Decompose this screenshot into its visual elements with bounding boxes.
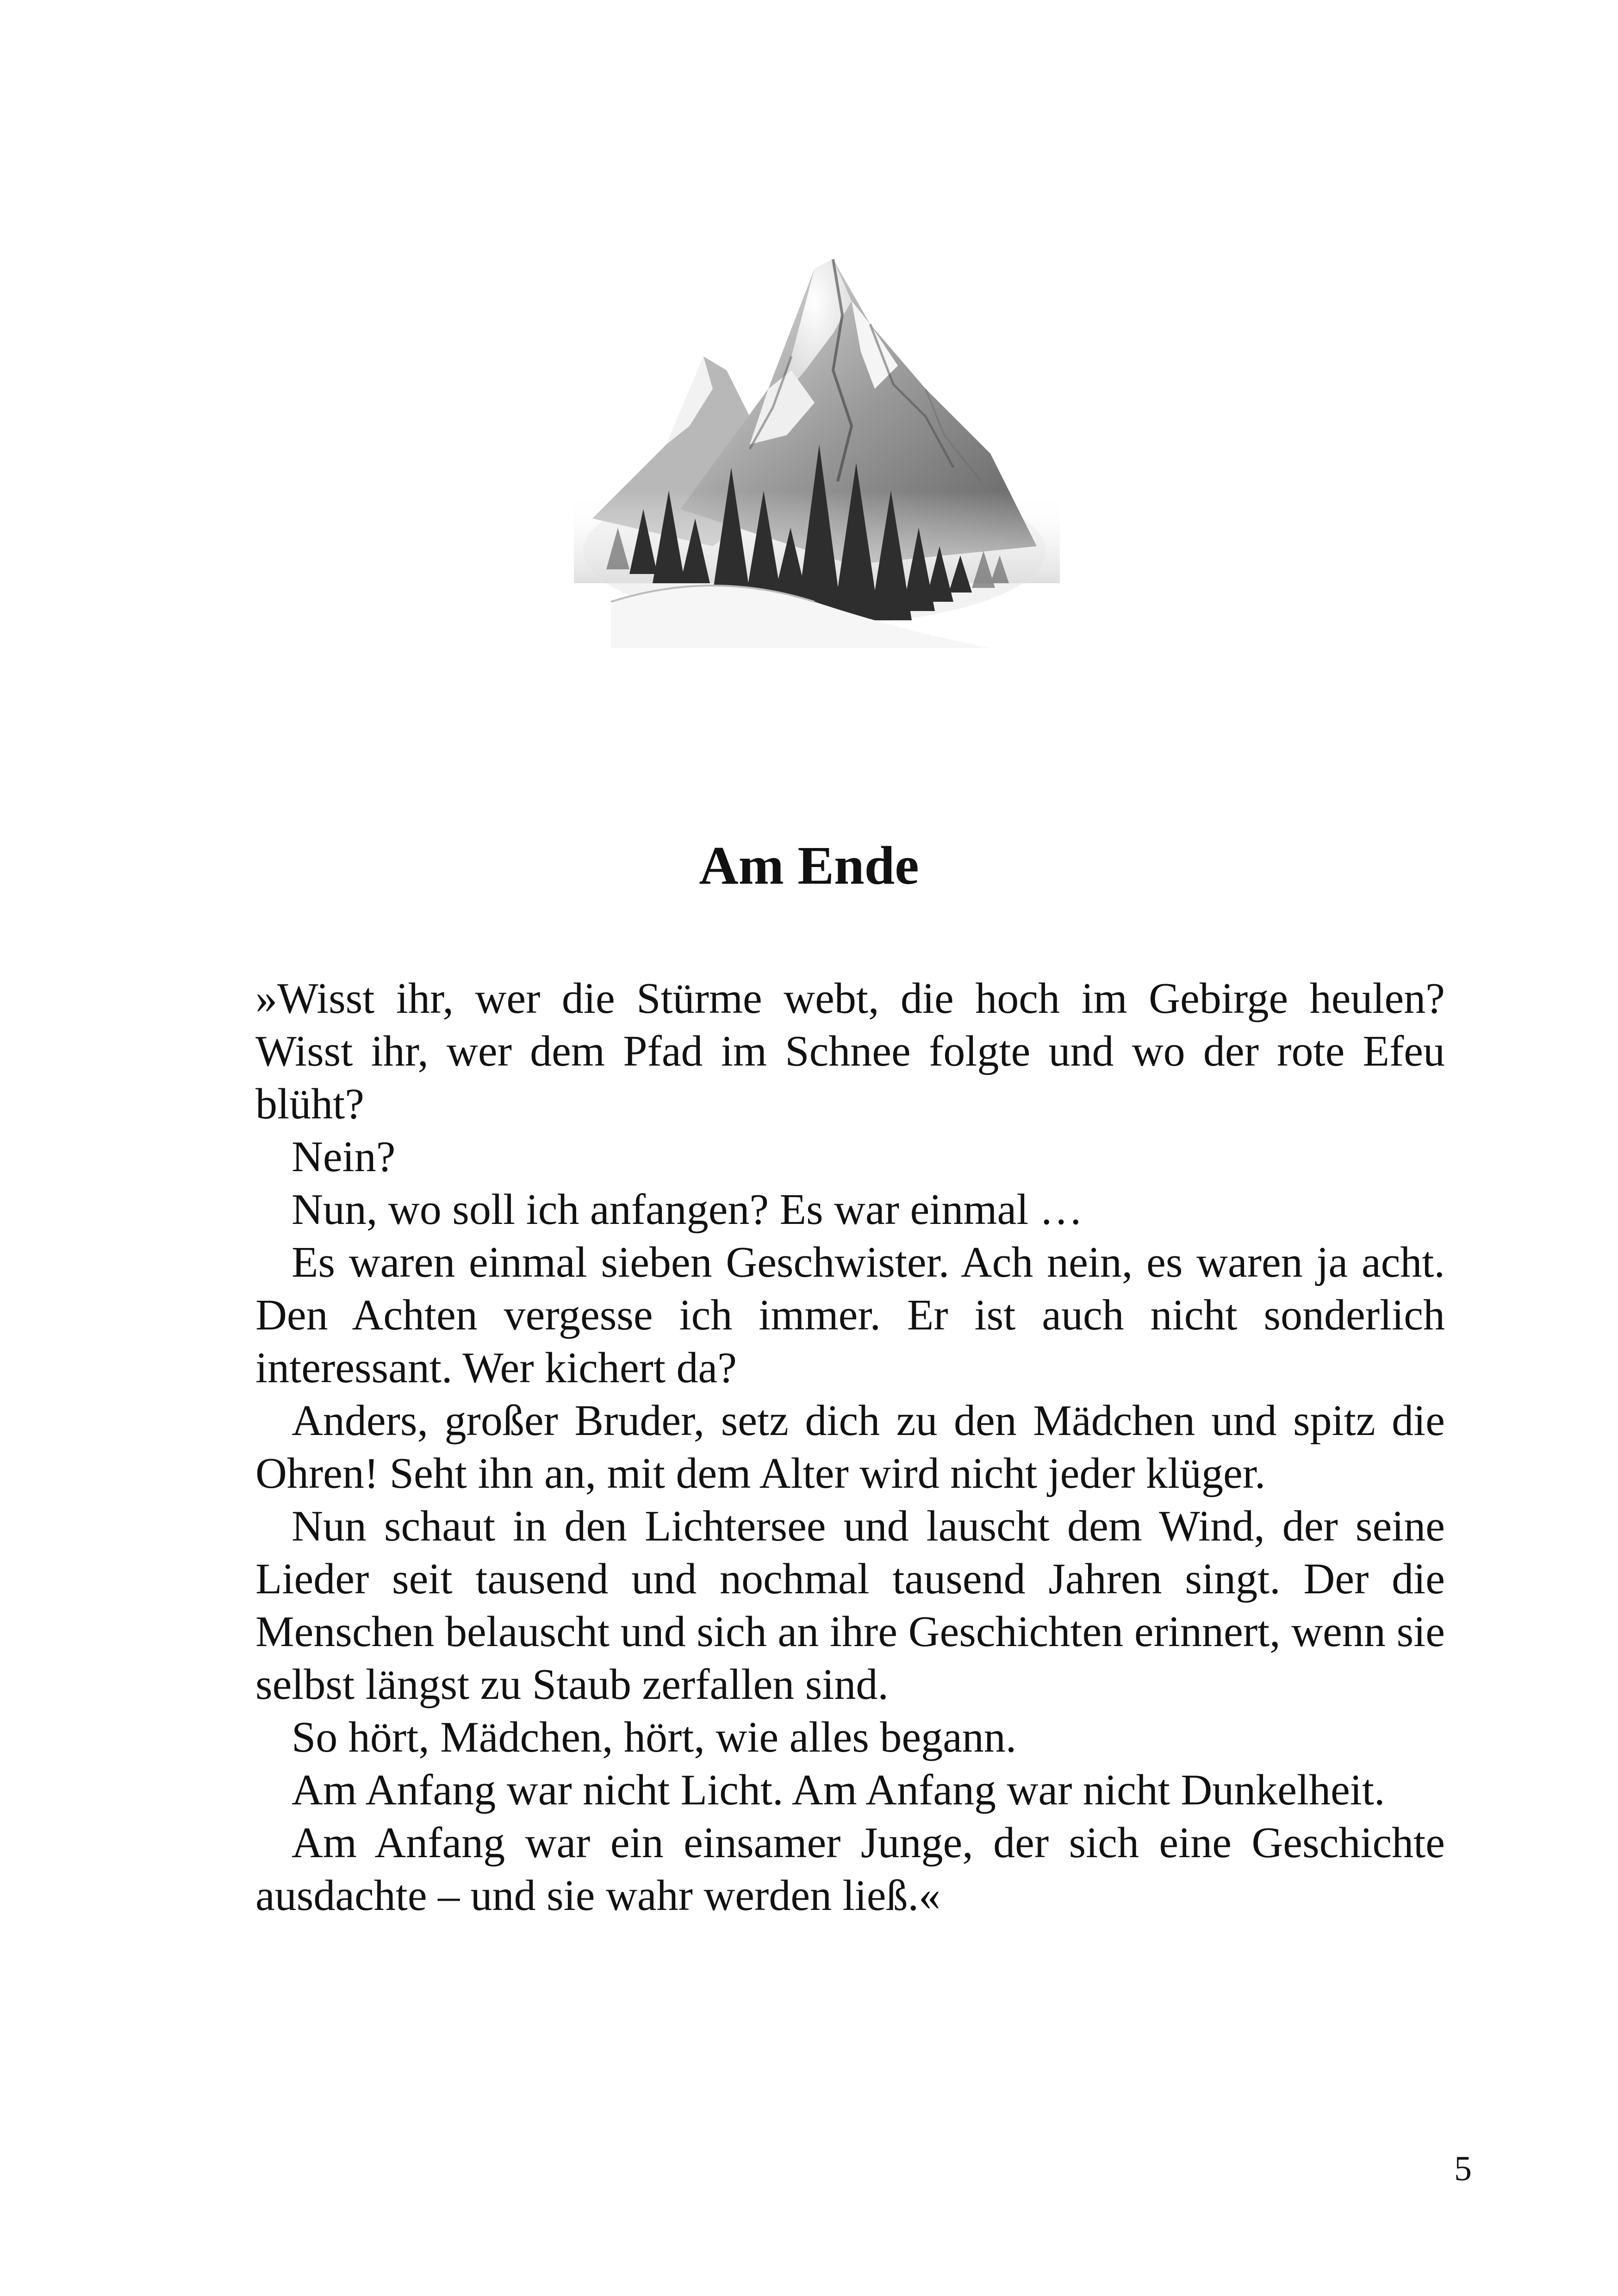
paragraph: Nun schaut in den Lichtersee und lauscht dem Wind, der seine Lieder seit tausend und nochmal tausend Jahren singt. Der die Menschen belauscht und sich an ihre Geschichten erinnert, wenn sie selbst längst zu Staub zerfallen sind. (255, 1502, 1445, 1709)
page-number: 5 (1454, 2149, 1472, 2188)
paragraph: Am Anfang war nicht Licht. Am Anfang war nicht Dunkelheit. (292, 1766, 1385, 1814)
paragraph: Am Anfang war ein einsamer Junge, der sich eine Geschichte ausdachte – und sie wahr werden ließ.« (255, 1819, 1445, 1920)
chapter-title: Am Ende (699, 835, 919, 896)
paragraph: »Wisst ihr, wer die Stürme webt, die hoch im Gebirge heulen? Wisst ihr, wer dem Pfad im Schnee folgte und wo der rote Efeu blüht? (255, 974, 1445, 1128)
paragraph: Anders, großer Bruder, setz dich zu den Mädchen und spitz die Ohren! Seht ihn an, mit dem Alter wird nicht jeder klüger. (255, 1397, 1445, 1497)
paragraph: So hört, Mädchen, hört, wie alles begann. (292, 1713, 1017, 1761)
paragraph: Nein? (292, 1133, 396, 1181)
mountain-illustration-icon (574, 250, 1060, 657)
paragraph: Es waren einmal sieben Geschwister. Ach nein, es waren ja acht. Den Achten vergesse ich immer. Er ist auch nicht sonderlich interessant. Wer kichert da? (255, 1238, 1445, 1392)
chapter-body (255, 972, 1445, 1922)
paragraph: Nun, wo soll ich anfangen? Es war einmal … (292, 1185, 1083, 1234)
